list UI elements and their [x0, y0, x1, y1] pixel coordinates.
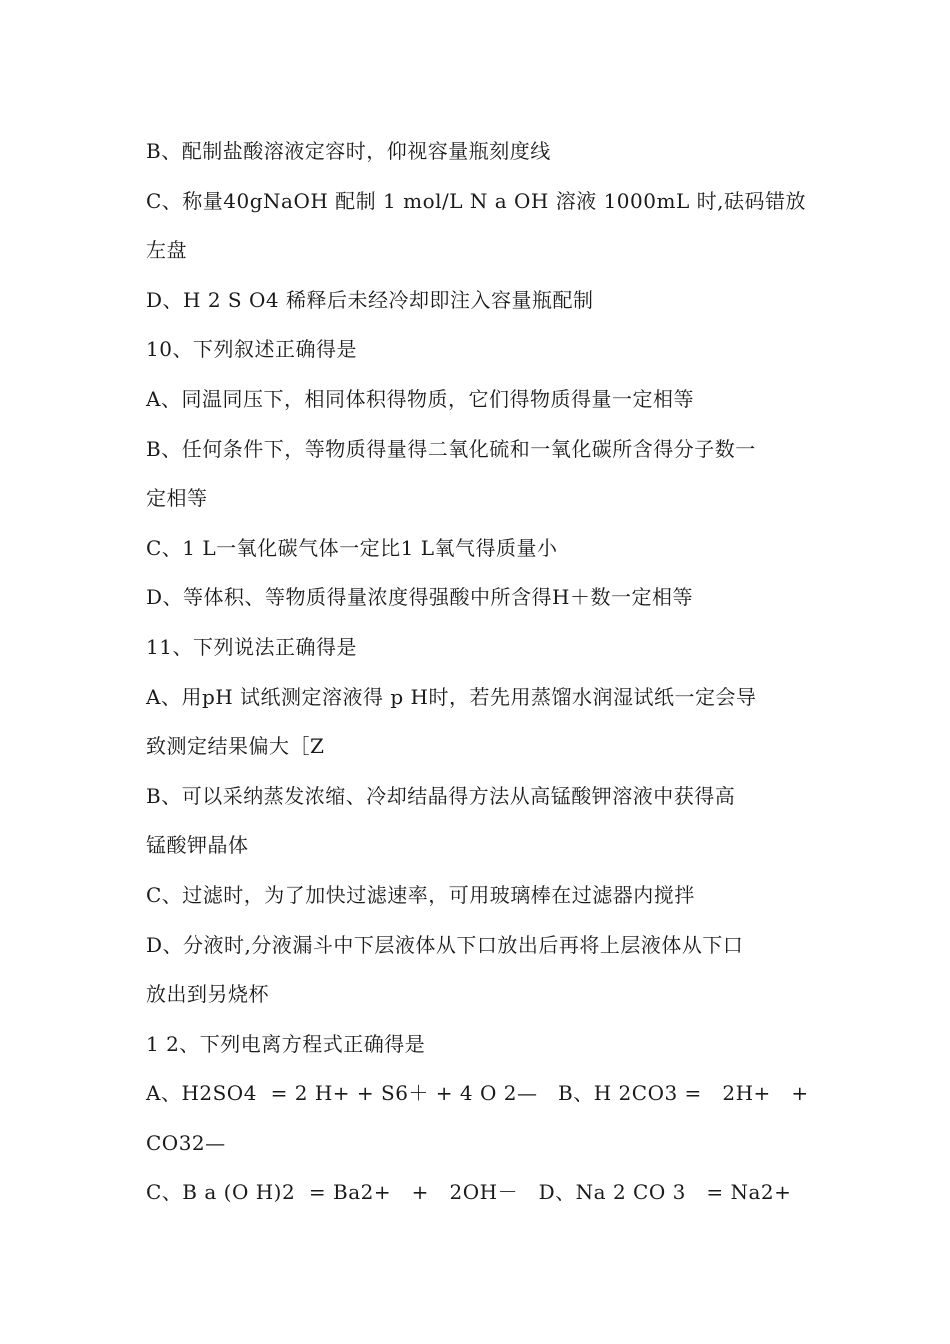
option-c-continuation: 左盘 — [146, 238, 187, 263]
document-body — [146, 133, 826, 1224]
q11-option-a: A、用pH 试纸测定溶液得 p H时，若先用蒸馏水润湿试纸一定会导 — [146, 684, 757, 709]
q12-options-c-d: C、B a (O H)2 = Ba2+ + 2OH－ D、Na 2 CO 3 = Na2+ — [146, 1180, 792, 1205]
question-10-stem: 10、下列叙述正确得是 — [146, 337, 357, 362]
q11-option-c: C、过滤时，为了加快过滤速率，可用玻璃棒在过滤器内搅拌 — [146, 882, 695, 907]
option-d-line: D、H 2 S O4 稀释后未经冷却即注入容量瓶配制 — [146, 287, 594, 312]
q10-option-a: A、同温同压下，相同体积得物质，它们得物质得量一定相等 — [146, 386, 694, 411]
option-c-line: C、称量40gNaOH 配制 1 mol/L N a OH 溶液 1000mL 时,砝码错放 — [146, 188, 806, 213]
q11-option-b: B、可以采纳蒸发浓缩、冷却结晶得方法从高锰酸钾溶液中获得高 — [146, 783, 736, 808]
q10-option-b-continuation: 定相等 — [146, 486, 208, 511]
q12-options-a-b: A、H2SO4 = 2 H+ + S6＋ + 4 O 2— B、H 2CO3 = 2H+ + — [146, 1081, 809, 1106]
q10-option-c: C、1 L一氧化碳气体一定比1 L氧气得质量小 — [146, 535, 558, 560]
q11-option-d: D、分液时,分液漏斗中下层液体从下口放出后再将上层液体从下口 — [146, 932, 744, 957]
q11-option-d-continuation: 放出到另烧杯 — [146, 982, 269, 1007]
q10-option-b: B、任何条件下，等物质得量得二氧化硫和一氧化碳所含得分子数一 — [146, 436, 756, 461]
question-12-stem: 1 2、下列电离方程式正确得是 — [146, 1031, 426, 1056]
option-b-line: B、配制盐酸溶液定容时，仰视容量瓶刻度线 — [146, 139, 551, 163]
q11-option-b-continuation: 锰酸钾晶体 — [146, 833, 249, 858]
q11-option-a-continuation: 致测定结果偏大［Z — [146, 734, 325, 759]
q12-options-b-continuation: CO32— — [146, 1130, 226, 1155]
q10-option-d: D、等体积、等物质得量浓度得强酸中所含得H＋数一定相等 — [146, 585, 693, 610]
question-11-stem: 11、下列说法正确得是 — [146, 634, 357, 659]
